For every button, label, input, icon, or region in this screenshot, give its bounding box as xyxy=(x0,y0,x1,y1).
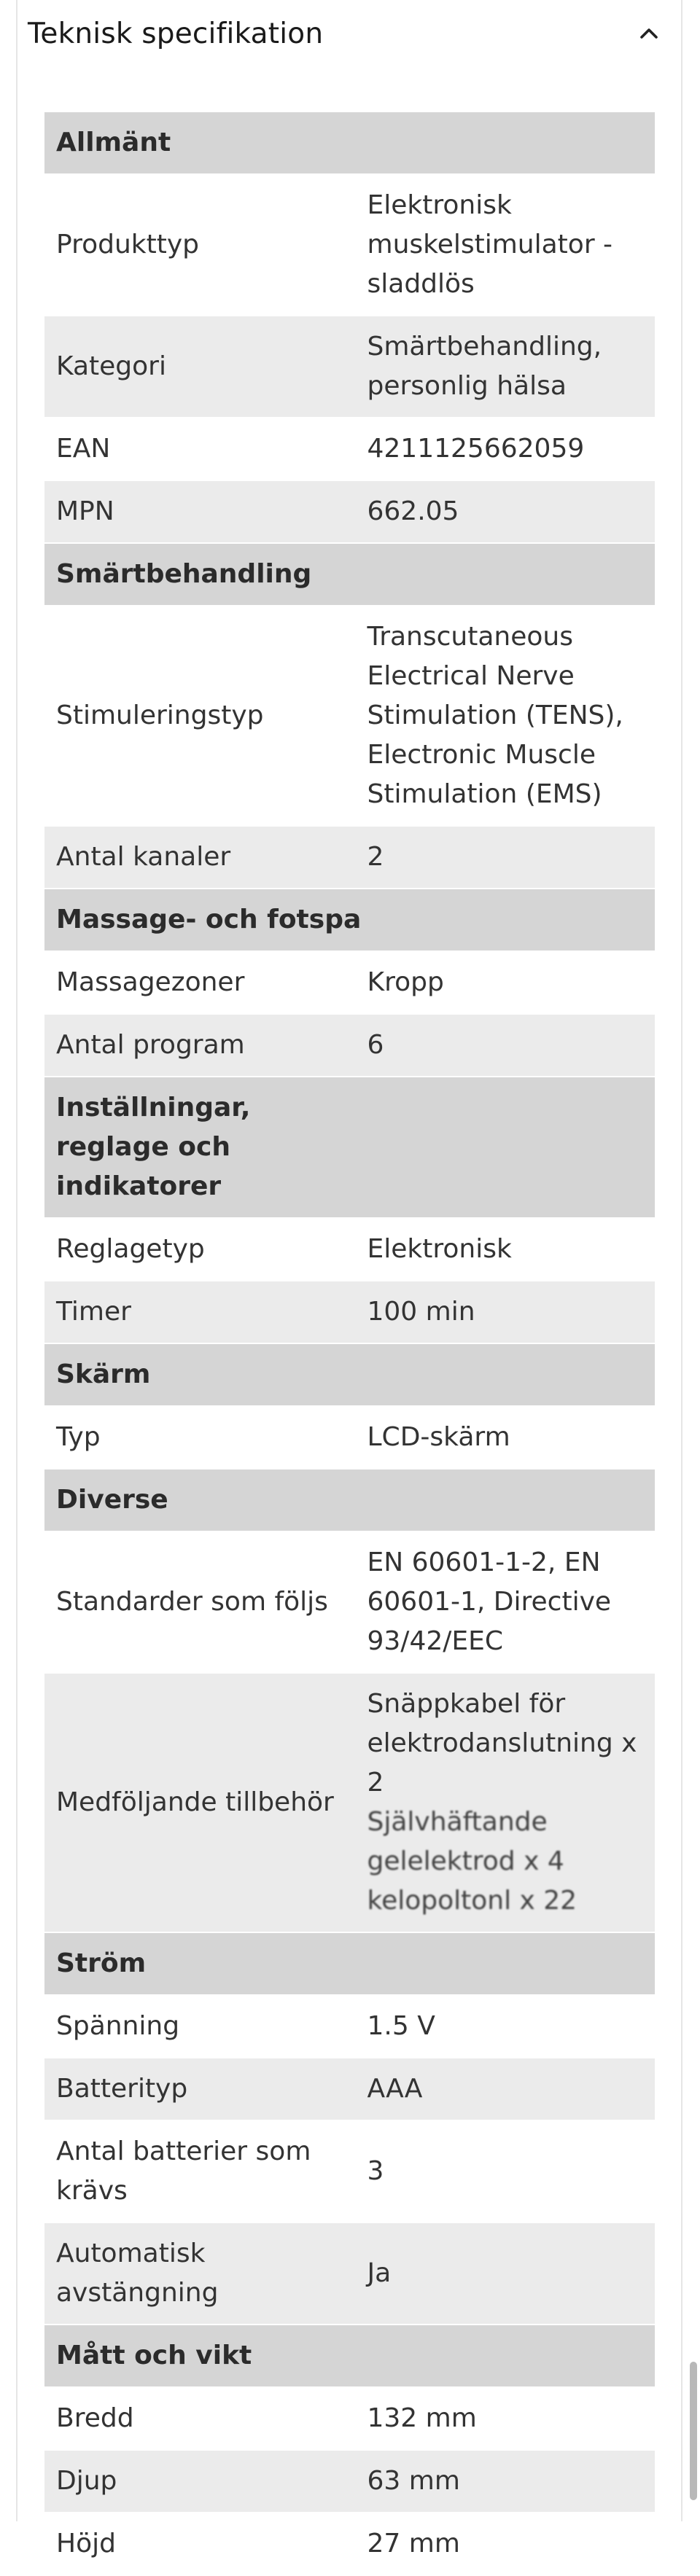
group-heading: Smärtbehandling xyxy=(44,543,655,606)
group-heading: Diverse xyxy=(44,1469,655,1531)
section-title: Teknisk specifikation xyxy=(28,17,324,50)
spec-section-header[interactable] xyxy=(28,0,664,67)
group-header-installningar xyxy=(44,1077,655,1218)
group-heading: Ström xyxy=(44,1932,655,1995)
spec-row xyxy=(44,1406,655,1469)
spec-value: 1.5 V xyxy=(350,1995,656,2058)
spec-label: Medföljande tillbehör xyxy=(44,1673,350,1932)
spec-label: Antal program xyxy=(44,1014,350,1077)
spec-label: Bredd xyxy=(44,2387,350,2450)
spec-row xyxy=(44,1673,655,1932)
spec-label: Stimuleringstyp xyxy=(44,606,350,826)
group-heading: Mått och vikt xyxy=(44,2325,655,2387)
spec-value: 100 min xyxy=(350,1281,656,1343)
spec-label: Timer xyxy=(44,1281,350,1343)
spec-row xyxy=(44,1014,655,1077)
spec-label: Djup xyxy=(44,2450,350,2513)
spec-value: 4211125662059 xyxy=(350,418,656,480)
group-header-allmant xyxy=(44,112,655,174)
spec-row xyxy=(44,2450,655,2513)
group-heading: Massage- och fotspa xyxy=(44,889,655,951)
spec-value: 132 mm xyxy=(350,2387,656,2450)
spec-row xyxy=(44,1281,655,1343)
spec-value: 63 mm xyxy=(350,2450,656,2513)
spec-row xyxy=(44,2222,655,2325)
accessory-line: kelopoltonl x 22 xyxy=(367,1886,578,1916)
spec-label: Reglagetyp xyxy=(44,1218,350,1281)
group-header-diverse xyxy=(44,1469,655,1531)
spec-row xyxy=(44,826,655,889)
spec-label: Standarder som följs xyxy=(44,1531,350,1673)
spec-label: Batterityp xyxy=(44,2058,350,2120)
spec-value: 2 xyxy=(350,826,656,889)
spec-value: Ja xyxy=(350,2222,656,2325)
spec-value: Transcutaneous Electrical Nerve Stimulation (TENS), Electronic Muscle Stimulation (EMS) xyxy=(350,606,656,826)
spec-label: Höjd xyxy=(44,2513,350,2575)
spec-value: AAA xyxy=(350,2058,656,2120)
spec-value: Elektronisk muskelstimulator - sladdlös xyxy=(350,174,656,316)
spec-label: EAN xyxy=(44,418,350,480)
spec-row xyxy=(44,1531,655,1673)
group-header-skarm xyxy=(44,1343,655,1406)
group-header-strom xyxy=(44,1932,655,1995)
spec-row xyxy=(44,2513,655,2575)
spec-label: MPN xyxy=(44,480,350,543)
spec-label: Kategori xyxy=(44,316,350,418)
spec-label: Automatisk avstängning xyxy=(44,2222,350,2325)
spec-label: Antal kanaler xyxy=(44,826,350,889)
spec-value: 662.05 xyxy=(350,480,656,543)
spec-value: EN 60601-1-2, EN 60601-1, Directive 93/42/EEC xyxy=(350,1531,656,1673)
spec-value: LCD-skärm xyxy=(350,1406,656,1469)
spec-row xyxy=(44,2120,655,2222)
spec-row xyxy=(44,480,655,543)
spec-value: Kropp xyxy=(350,951,656,1014)
group-header-massage xyxy=(44,889,655,951)
spec-label: Antal batterier som krävs xyxy=(44,2120,350,2222)
spec-value: Elektronisk xyxy=(350,1218,656,1281)
spec-table xyxy=(44,112,655,2576)
spec-row xyxy=(44,1995,655,2058)
spec-row xyxy=(44,418,655,480)
spec-row xyxy=(44,606,655,826)
group-header-smartbehandling xyxy=(44,543,655,606)
spec-row xyxy=(44,316,655,418)
spec-value: 27 mm xyxy=(350,2513,656,2575)
spec-value xyxy=(350,1673,656,1932)
group-heading: Inställningar, reglage och indikatorer xyxy=(44,1077,655,1218)
accessory-line: Självhäftande gelelektrod x 4 xyxy=(367,1807,564,1876)
spec-label: Typ xyxy=(44,1406,350,1469)
spec-row xyxy=(44,1218,655,1281)
spec-row xyxy=(44,174,655,316)
spec-value: 3 xyxy=(350,2120,656,2222)
spec-value: 6 xyxy=(350,1014,656,1077)
group-heading: Allmänt xyxy=(44,112,655,174)
accessory-line: Snäppkabel för elektrodanslutning x 2 xyxy=(367,1689,637,1798)
spec-row xyxy=(44,951,655,1014)
spec-label: Massagezoner xyxy=(44,951,350,1014)
spec-value: Smärtbehandling, personlig hälsa xyxy=(350,316,656,418)
spec-label: Spänning xyxy=(44,1995,350,2058)
group-header-matt-och-vikt xyxy=(44,2325,655,2387)
group-heading: Skärm xyxy=(44,1343,655,1406)
spec-row xyxy=(44,2058,655,2120)
chevron-up-icon[interactable] xyxy=(634,19,664,48)
spec-row xyxy=(44,2387,655,2450)
spec-label: Produkttyp xyxy=(44,174,350,316)
page-scrollbar[interactable] xyxy=(690,2362,697,2500)
